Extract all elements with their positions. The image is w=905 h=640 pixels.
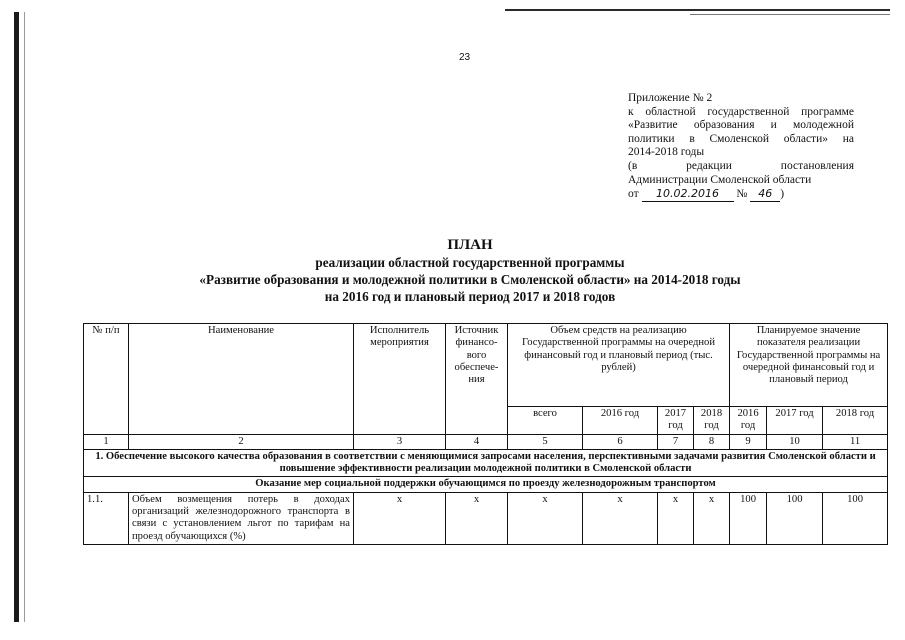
appendix-line: «Развитие образования и молодежной	[628, 119, 854, 132]
appendix-block	[628, 92, 854, 202]
row-ind-2018: 100	[823, 492, 888, 544]
col-number: 11	[823, 434, 888, 449]
scan-top-line	[505, 9, 890, 11]
title-line-1: ПЛАН	[447, 237, 493, 253]
header-row-1	[84, 324, 888, 407]
appendix-line: Приложение № 2	[628, 92, 713, 104]
section-title: 1. Обеспечение высокого качества образования в соответствии с меняющимися запросами населения, перспективными задачами развития Смоленской области и повышение эффективности реализации молодежной политики в Смоленской области	[84, 449, 888, 477]
row-num: 1.1.	[84, 492, 129, 544]
scan-left-edge-line	[24, 12, 25, 622]
col-number: 1	[84, 434, 129, 449]
header-num: № п/п	[84, 324, 129, 435]
title-line-4: на 2016 год и плановый период 2017 и 2018 годов	[324, 289, 616, 304]
row-funds-2016: x	[583, 492, 658, 544]
header-funds-2017: 2017 год	[658, 407, 694, 435]
title-line-3: «Развитие образования и молодежной политики в Смоленской области» на 2014-2018 годы	[199, 272, 741, 287]
row-name: Объем возмещения потерь в доходах организаций железнодорожного транспорта в связи с установлением льгот по тарифам на проезд обучающихся (%)	[129, 492, 354, 544]
appendix-line: к областной государственной программе	[628, 105, 854, 118]
header-executor: Исполнитель мероприятия	[354, 324, 446, 435]
section-row	[84, 449, 888, 477]
scan-top-line-secondary	[690, 14, 890, 15]
from-label: от	[628, 188, 639, 201]
header-total: всего	[508, 407, 583, 435]
number-label: №	[736, 188, 748, 201]
appendix-line: (в редакции постановления	[628, 159, 854, 172]
header-indicator: Планируемое значение показателя реализации Государственной программы на очередной финансовый год и плановый период	[730, 324, 888, 407]
header-ind-2018: 2018 год	[823, 407, 888, 435]
plan-table	[83, 323, 888, 545]
col-number: 7	[658, 434, 694, 449]
col-number: 6	[583, 434, 658, 449]
table-row	[84, 492, 888, 544]
header-funds-2016: 2016 год	[583, 407, 658, 435]
col-number: 9	[730, 434, 767, 449]
col-number: 2	[129, 434, 354, 449]
row-executor: x	[354, 492, 446, 544]
handwritten-number: 46	[750, 187, 780, 202]
page-number: 23	[459, 52, 471, 63]
handwritten-date: 10.02.2016	[642, 187, 734, 202]
close-paren: )	[780, 188, 785, 201]
row-ind-2017: 100	[767, 492, 823, 544]
appendix-line: политики в Смоленской области» на	[628, 132, 854, 145]
appendix-date-line	[628, 187, 854, 202]
header-funds-2018: 2018 год	[694, 407, 730, 435]
header-ind-2017: 2017 год	[767, 407, 823, 435]
col-number: 5	[508, 434, 583, 449]
subsection-row	[84, 477, 888, 492]
row-source: x	[446, 492, 508, 544]
row-funds-2017: x	[658, 492, 694, 544]
appendix-line: 2014-2018 годы	[628, 146, 705, 159]
row-total: x	[508, 492, 583, 544]
header-source: Источник финансо-вого обеспече-ния	[446, 324, 508, 435]
title-line-2: реализации областной государственной программы	[315, 255, 625, 270]
header-name: Наименование	[129, 324, 354, 435]
column-number-row	[84, 434, 888, 449]
col-number: 10	[767, 434, 823, 449]
col-number: 8	[694, 434, 730, 449]
col-number: 3	[354, 434, 446, 449]
header-funds: Объем средств на реализацию Государственной программы на очередной финансовый год и плановый период (тыс. рублей)	[508, 324, 730, 407]
row-funds-2018: x	[694, 492, 730, 544]
col-number: 4	[446, 434, 508, 449]
scan-left-edge	[14, 12, 19, 622]
header-ind-2016: 2016 год	[730, 407, 767, 435]
document-title	[150, 237, 790, 305]
appendix-line: Администрации Смоленской области	[628, 173, 812, 186]
subsection-title: Оказание мер социальной поддержки обучающимся по проезду железнодорожным транспортом	[84, 477, 888, 492]
row-ind-2016: 100	[730, 492, 767, 544]
